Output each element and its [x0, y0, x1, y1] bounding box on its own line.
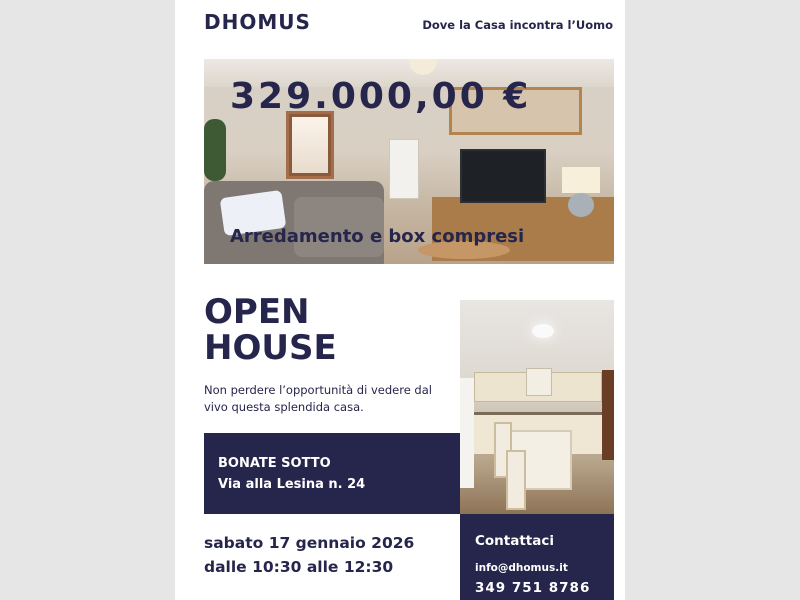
event-schedule — [204, 531, 454, 579]
contact-title: Contattaci — [475, 533, 555, 549]
address-city: BONATE SOTTO — [218, 456, 331, 471]
contact-email-link[interactable]: info@dhomus.it — [475, 562, 568, 574]
tagline: Dove la Casa incontra l’Uomo — [422, 18, 613, 32]
price: 329.000,00 € — [230, 76, 532, 117]
hero-caption: Arredamento e box compresi — [230, 226, 525, 247]
event-time: dalle 10:30 alle 12:30 — [204, 558, 394, 576]
contact-phone[interactable]: 349 751 8786 — [475, 580, 591, 596]
address-street: Via alla Lesina n. 24 — [218, 477, 366, 492]
open-house-description: Non perdere l’opportunità di vedere dal vivo questa splendida casa. — [204, 383, 432, 414]
address-box — [204, 433, 460, 514]
event-date: sabato 17 gennaio 2026 — [204, 534, 415, 552]
logo: DHOMUS — [204, 10, 311, 34]
kitchen-photo — [460, 300, 614, 514]
flyer-page — [175, 0, 625, 600]
contact-box — [460, 514, 614, 600]
tv-icon — [460, 149, 546, 203]
open-house-title: OPEN HOUSE — [204, 292, 337, 368]
